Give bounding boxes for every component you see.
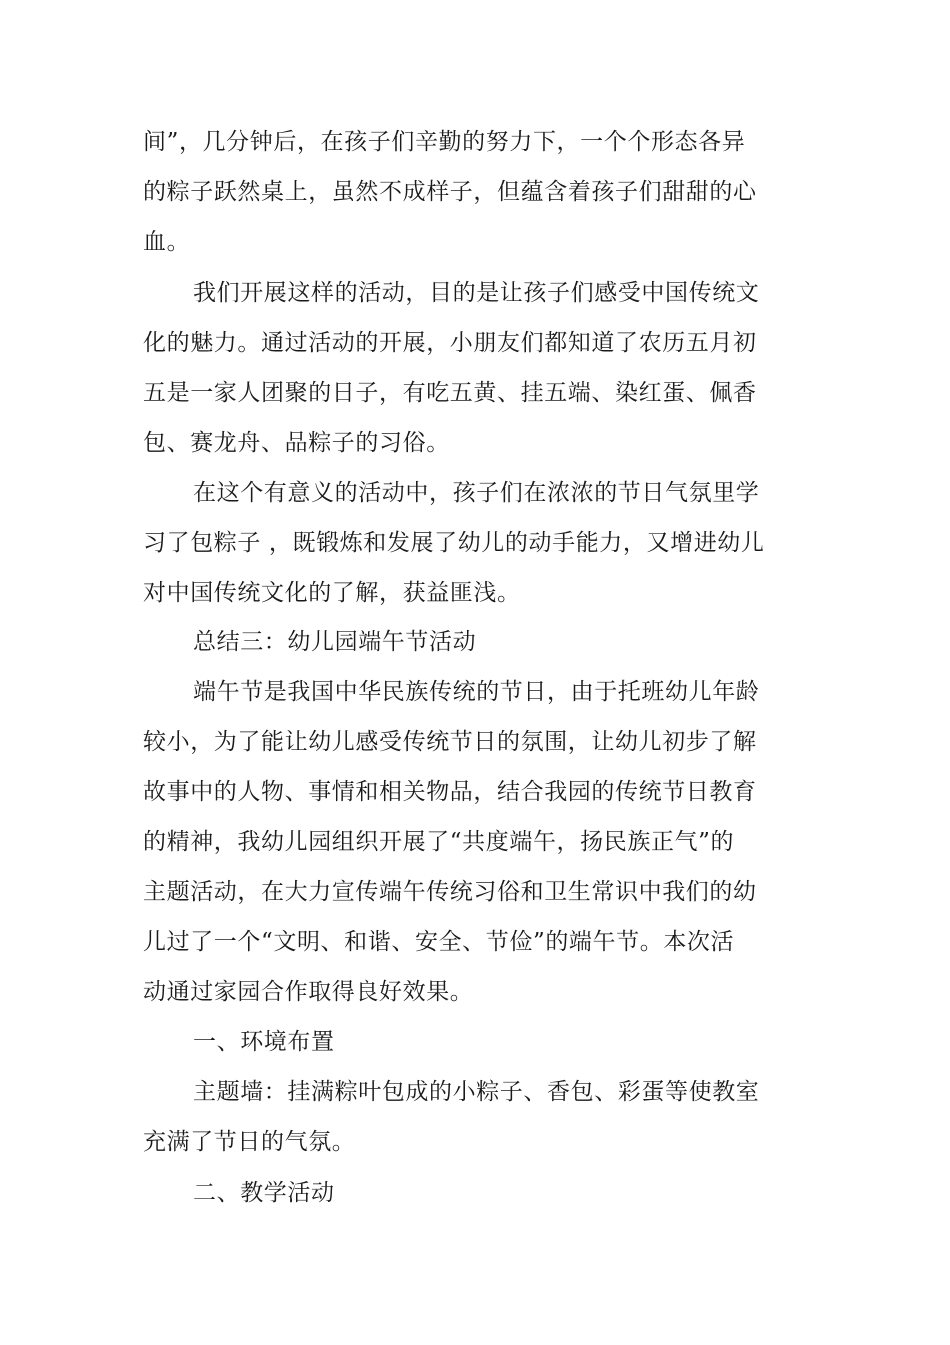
paragraph-line: 充满了节日的气氛。 bbox=[143, 1129, 356, 1155]
paragraph-line: 在这个有意义的活动中，孩子们在浓浓的节日气氛里学 bbox=[193, 480, 760, 506]
paragraph-line: 儿过了一个“文明、和谐、安全、节俭”的端午节。本次活 bbox=[143, 929, 735, 955]
paragraph-line: 的粽子跃然桌上，虽然不成样子，但蕴含着孩子们甜甜的心 bbox=[143, 179, 757, 205]
subsection-heading: 二、教学活动 bbox=[193, 1180, 335, 1206]
paragraph-line: 故事中的人物、事情和相关物品，结合我园的传统节日教育 bbox=[143, 779, 757, 805]
subsection-heading: 一、环境布置 bbox=[193, 1029, 335, 1055]
paragraph-line: 五是一家人团聚的日子，有吃五黄、挂五端、染红蛋、佩香 bbox=[143, 380, 757, 406]
section-heading: 总结三：幼儿园端午节活动 bbox=[193, 629, 477, 655]
paragraph-line: 主题活动，在大力宣传端午传统习俗和卫生常识中我们的幼 bbox=[143, 879, 757, 905]
paragraph-line: 主题墙：挂满粽叶包成的小粽子、香包、彩蛋等使教室 bbox=[193, 1079, 760, 1105]
paragraph-line: 动通过家园合作取得良好效果。 bbox=[143, 979, 474, 1005]
paragraph-line: 包、赛龙舟、品粽子的习俗。 bbox=[143, 430, 450, 456]
paragraph-line: 较小，为了能让幼儿感受传统节日的氛围，让幼儿初步了解 bbox=[143, 729, 757, 755]
paragraph-line: 对中国传统文化的了解，获益匪浅。 bbox=[143, 580, 521, 606]
paragraph-line: 的精神，我幼儿园组织开展了“共度端午，扬民族正气”的 bbox=[143, 829, 735, 855]
paragraph-line: 习了包粽子 ，既锻炼和发展了幼儿的动手能力，又增进幼儿 bbox=[143, 530, 765, 556]
paragraph-line: 端午节是我国中华民族传统的节日，由于托班幼儿年龄 bbox=[193, 679, 760, 705]
paragraph-line: 血。 bbox=[143, 229, 191, 255]
paragraph-line: 我们开展这样的活动，目的是让孩子们感受中国传统文 bbox=[193, 280, 760, 306]
paragraph-line: 化的魅力。通过活动的开展，小朋友们都知道了农历五月初 bbox=[143, 330, 757, 356]
paragraph-line: 间”，几分钟后，在孩子们辛勤的努力下，一个个形态各异 bbox=[143, 129, 746, 155]
